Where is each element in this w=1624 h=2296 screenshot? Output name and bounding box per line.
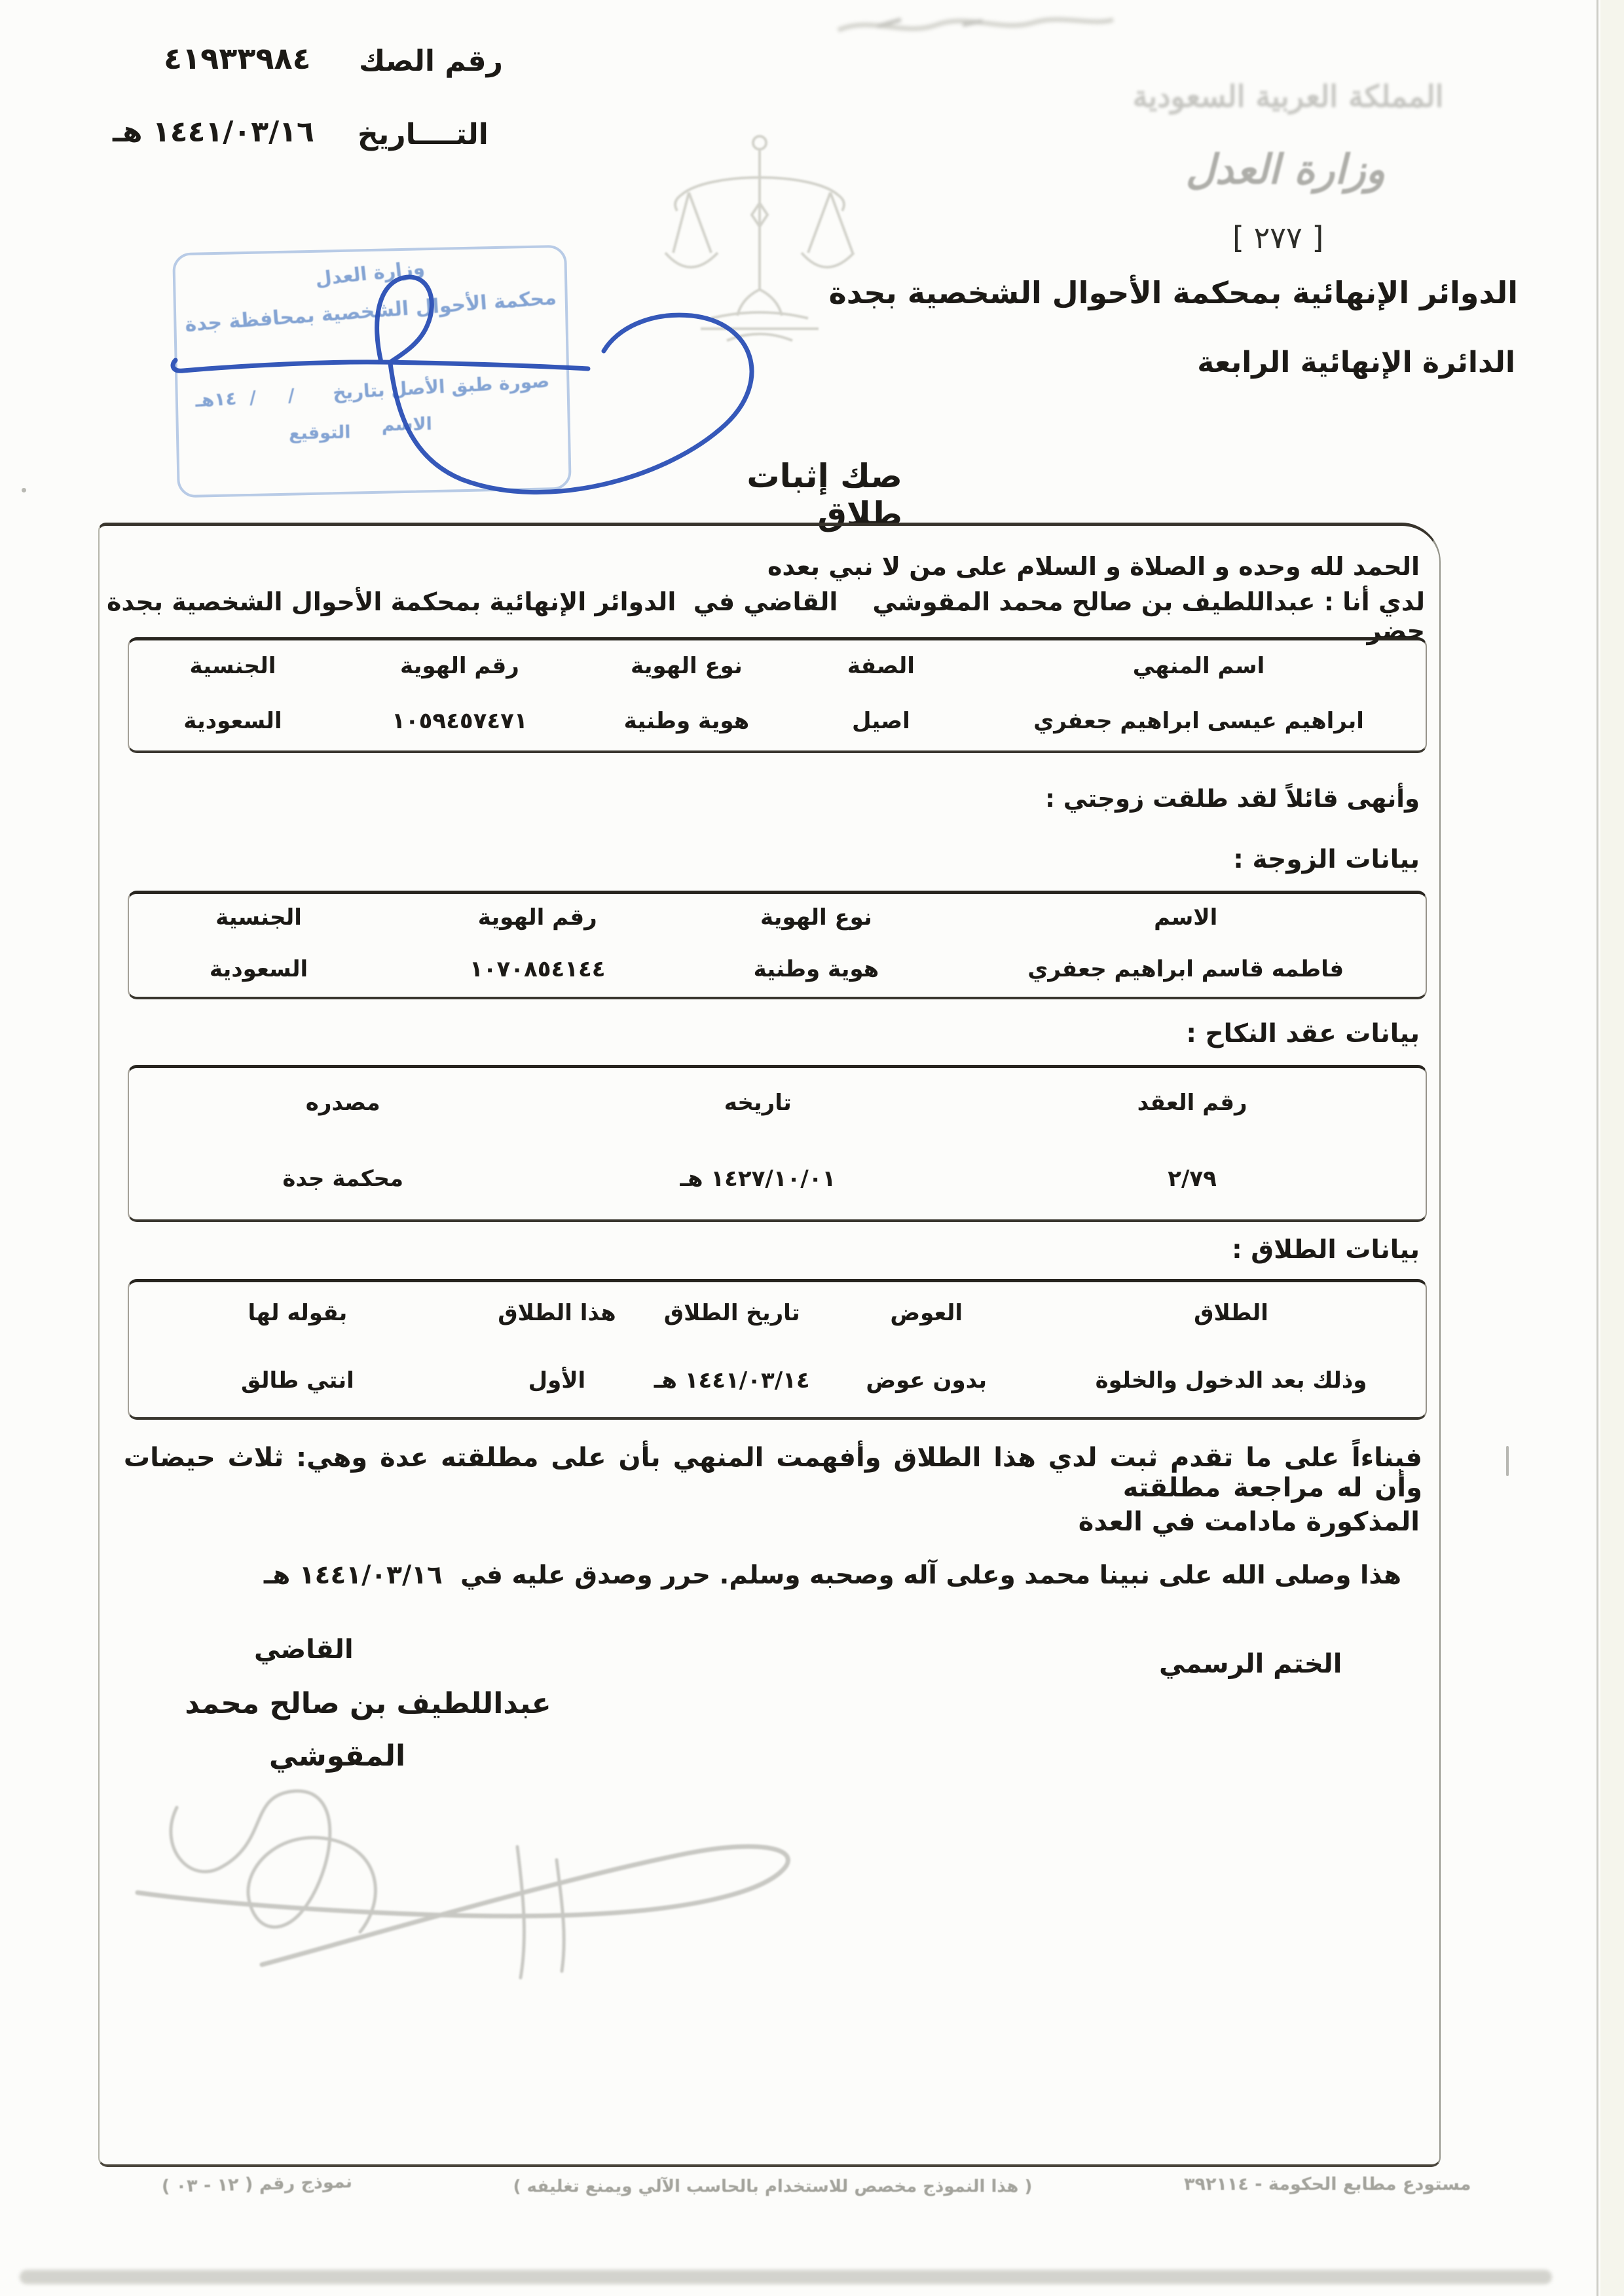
judge-name-line-1: عبداللطيف بن صالح محمد [185, 1687, 551, 1720]
petitioner-table [128, 637, 1427, 753]
table-cell: انتي طالق [241, 1367, 354, 1394]
scan-speck [22, 488, 26, 492]
marriage-section-label: بيانات عقد النكاح : [1186, 1019, 1420, 1048]
table-cell: بدون عوض [866, 1367, 987, 1394]
table-header-cell: بقوله لها [248, 1300, 348, 1327]
table-header-row [129, 1068, 1426, 1138]
table-header-cell: نوع الهوية [760, 904, 872, 931]
table-header-cell: الاسم [1154, 904, 1218, 931]
table-header-cell: الجنسية [215, 904, 302, 931]
table-header-cell: تاريخه [724, 1090, 792, 1117]
closing-line-1: فبناءاً على ما تقدم ثبت لدي هذا الطلاق وأفهمت المنهي بأن على مطلقته عدة وهي: ثلاث حيضات وأن له مراجعة مطلقته [123, 1443, 1422, 1503]
table-header-cell: رقم الهوية [399, 652, 519, 679]
deed-number-value: ٤١٩٣٣٩٨٤ [164, 41, 311, 76]
table-header-cell: الجنسية [189, 652, 276, 679]
date-label: التــــاريخ [358, 118, 489, 151]
table-header-cell: مصدره [305, 1090, 380, 1117]
table-cell: ابراهيم عيسى ابراهيم جعفري [1033, 707, 1364, 734]
table-cell: السعودية [183, 707, 282, 734]
deed-number-label: رقم الصك [359, 45, 503, 78]
closing-line-3: هذا وصلى الله على نبينا محمد وعلى آله وصحبه وسلم. حرر وصدق عليه في ١٤٤١/٠٣/١٦ هـ [263, 1561, 1401, 1590]
stamp-court-line: محكمة الأحوال الشخصية بمحافظة جدة [184, 286, 557, 337]
table-value-row [129, 1344, 1426, 1417]
divorce-section-label: بيانات الطلاق : [1232, 1235, 1420, 1265]
table-cell: اصيل [852, 707, 910, 734]
table-header-cell: هذا الطلاق [498, 1300, 616, 1327]
table-cell: هوية وطنية [753, 955, 879, 982]
scan-smudge [832, 5, 1120, 45]
table-cell: فاطمه قاسم ابراهيم جعفري [1027, 955, 1344, 982]
official-seal-label: الختم الرسمي [1159, 1649, 1342, 1679]
table-cell: محكمة جدة [282, 1165, 404, 1192]
table-cell: ٢/٧٩ [1168, 1165, 1217, 1192]
footer-usage-note: ( هذا النموذج مخصص للاستخدام بالحاسب الآلي ويمنع تغليفه ) [513, 2177, 1033, 2196]
wife-section-label: بيانات الزوجة : [1233, 845, 1420, 874]
scan-speck [1506, 1446, 1509, 1476]
judge-signature [98, 1768, 819, 2017]
table-header-cell: اسم المنهي [1132, 652, 1265, 679]
statement-line: وأنهى قائلاً لقد طلقت زوجتي : [1045, 785, 1420, 813]
table-value-row [129, 941, 1426, 997]
table-value-row [129, 1138, 1426, 1219]
table-header-cell: رقم العقد [1137, 1090, 1247, 1117]
table-header-cell: رقم الهوية [477, 904, 597, 931]
blue-signature [164, 262, 786, 504]
date-value: ١٤٤١/٠٣/١٦ هـ [113, 115, 314, 149]
closing-line-2: المذكورة مادامت في العدة [1078, 1507, 1420, 1537]
opening-line-1: الحمد لله وحده و الصلاة و السلام على من لا نبي بعده [767, 552, 1420, 581]
page-number: [ ٢٧٧ ] [1232, 220, 1324, 255]
circuit-name-line: الدائرة الإنهائية الرابعة [1197, 346, 1515, 379]
table-cell: الأول [528, 1367, 586, 1394]
table-header-cell: نوع الهوية [631, 652, 743, 679]
table-header-cell: الطلاق [1194, 1300, 1268, 1327]
table-value-row [129, 691, 1426, 750]
table-header-row [129, 894, 1426, 941]
table-cell: ١٠٥٩٤٥٧٤٧١ [392, 707, 528, 734]
table-header-row [129, 640, 1426, 691]
divorce-table [128, 1279, 1427, 1420]
table-header-cell: العوض [890, 1300, 963, 1327]
stamp-ministry-line: وزارة العدل [314, 256, 426, 290]
footer-press-note: مستودع مطابع الحكومة - ٣٩٢١١٤ [1184, 2174, 1471, 2194]
footer-form-number: نموذج رقم ( ١٢ - ٠٣ ) [161, 2172, 353, 2197]
wife-table [128, 891, 1427, 999]
judge-label: القاضي [254, 1635, 354, 1665]
table-header-cell: تاريخ الطلاق [663, 1300, 800, 1327]
table-cell: ١٤٤١/٠٣/١٤ هـ [654, 1367, 810, 1394]
judge-name-line-2: المقوشي [268, 1739, 406, 1773]
table-cell: ١٤٢٧/١٠/٠١ هـ [680, 1165, 836, 1192]
table-header-row [129, 1282, 1426, 1344]
table-cell: وذلك بعد الدخول والخلوة [1095, 1367, 1367, 1394]
scan-smudge-bottom [20, 2270, 1552, 2284]
stamp-name-label: الاسم [381, 414, 433, 435]
court-name-line: الدوائر الإنهائية بمحكمة الأحوال الشخصية بجدة [828, 275, 1518, 310]
marriage-table [128, 1065, 1427, 1222]
table-header-cell: الصفة [847, 652, 915, 679]
table-cell: ١٠٧٠٨٥٤١٤٤ [469, 955, 606, 982]
scan-edge-line [1596, 0, 1598, 2296]
kingdom-calligraphy: المملكة العربية السعودية [1132, 79, 1444, 114]
table-cell: هوية وطنية [623, 707, 750, 734]
table-cell: السعودية [209, 955, 308, 982]
stamp-signature-label: التوقيع [288, 422, 351, 444]
scan-edge-band [1600, 0, 1624, 2296]
document-title: صك إثبات طلاق [747, 457, 902, 533]
opening-line-2: لدي أنا : عبداللطيف بن صالح محمد المقوشي القاضي في الدوائر الإنهائية بمحكمة الأحوال الشخصية بجدة حضر [98, 587, 1425, 645]
stamp-copy-line: صورة طبق الأصل بتاريخ / / ١٤هـ [194, 369, 550, 412]
ministry-calligraphy: وزارة العدل [1185, 145, 1386, 193]
